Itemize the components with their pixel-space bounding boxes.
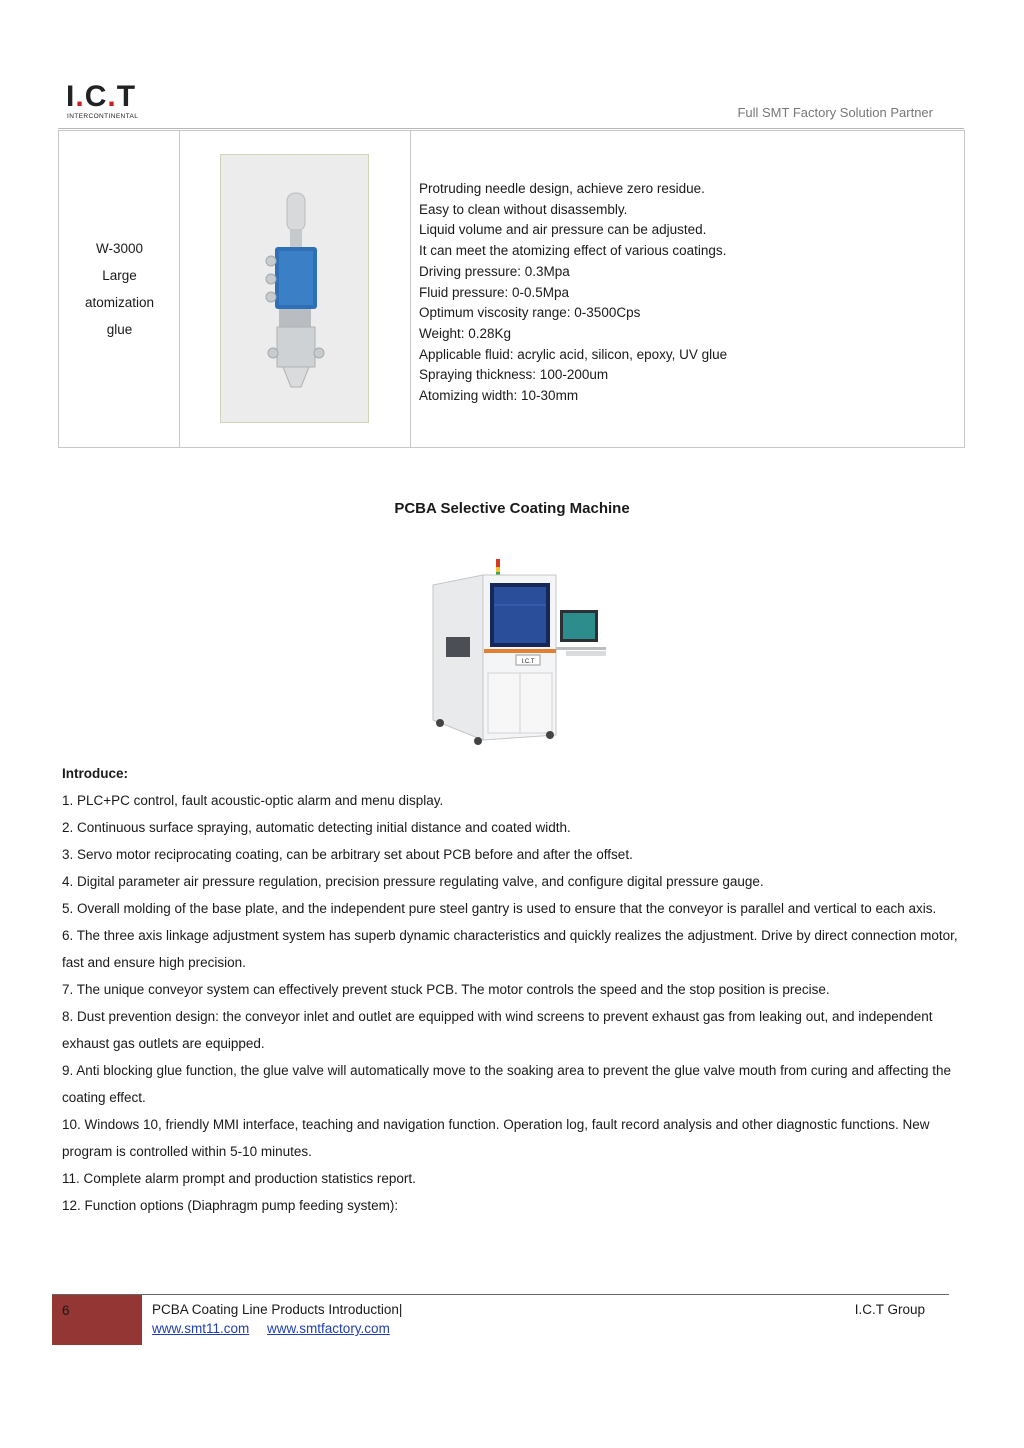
footer-divider <box>52 1294 949 1295</box>
spec-line: Driving pressure: 0.3Mpa <box>419 263 570 279</box>
spec-line: It can meet the atomizing effect of various coatings. <box>419 243 727 259</box>
spec-line: Optimum viscosity range: 0-3500Cps <box>419 305 641 321</box>
spec-line: Fluid pressure: 0-0.5Mpa <box>419 284 570 300</box>
feature-item: 3. Servo motor reciprocating coating, can be arbitrary set about PCB before and after the offset. <box>62 847 633 862</box>
spec-line: Weight: 0.28Kg <box>419 325 512 341</box>
logo-wordmark: I.C.T <box>66 80 137 113</box>
feature-item: 11. Complete alarm prompt and production statistics report. <box>62 1171 416 1186</box>
introduce-section <box>62 760 962 1219</box>
logo-subtitle: INTERCONTINENTAL <box>67 113 139 120</box>
atomization-valve-illustration <box>221 155 368 422</box>
page-number-box <box>52 1295 142 1345</box>
product-description <box>419 179 727 407</box>
model-line: W-3000 <box>95 241 143 256</box>
model-name <box>85 235 154 343</box>
model-line: Large <box>102 268 137 283</box>
introduce-heading: Introduce: <box>62 766 128 781</box>
footer-links <box>152 1321 404 1336</box>
model-cell <box>59 131 180 447</box>
spec-line: Atomizing width: 10-30mm <box>419 388 579 404</box>
feature-item: 10. Windows 10, friendly MMI interface, teaching and navigation function. Operation log, fault record analysis and other diagnostic functions. New program is controlled within 5-10 minutes. <box>62 1117 930 1159</box>
website-link-smtfactory[interactable]: www.smtfactory.com <box>267 1321 390 1336</box>
feature-item: 5. Overall molding of the base plate, and the independent pure steel gantry is used to ensure that the conveyor is parallel and vertical to each axis. <box>62 901 937 916</box>
company-logo <box>66 82 156 124</box>
feature-item: 8. Dust prevention design: the conveyor inlet and outlet are equipped with wind screens to prevent exhaust gas from leaking out, and independent exhaust gas outlets are equipped. <box>62 1009 933 1051</box>
feature-item: 2. Continuous surface spraying, automatic detecting initial distance and coated width. <box>62 820 571 835</box>
table-column-divider <box>410 131 411 447</box>
spec-line: Protruding needle design, achieve zero residue. <box>419 181 705 196</box>
model-line: glue <box>106 322 133 337</box>
page-number: 6 <box>62 1303 70 1318</box>
spec-line: Liquid volume and air pressure can be adjusted. <box>419 222 707 238</box>
header-divider <box>58 128 964 129</box>
section-title: PCBA Selective Coating Machine <box>394 500 630 517</box>
feature-item: 9. Anti blocking glue function, the glue valve will automatically move to the soaking area to prevent the glue valve mouth from curing and affecting the coating effect. <box>62 1063 952 1105</box>
feature-item: 1. PLC+PC control, fault acoustic-optic alarm and menu display. <box>62 793 444 808</box>
spec-line: Applicable fluid: acrylic acid, silicon, epoxy, UV glue <box>419 346 728 362</box>
model-line: atomization <box>84 295 155 310</box>
footer-title: PCBA Coating Line Products Introduction| <box>152 1302 403 1317</box>
machine-badge-text: I.C.T <box>521 659 535 665</box>
feature-item: 7. The unique conveyor system can effectively prevent stuck PCB. The motor controls the speed and the stop position is precise. <box>62 982 830 997</box>
header-tagline: Full SMT Factory Solution Partner <box>737 105 933 120</box>
spec-line: Spraying thickness: 100-200um <box>419 367 609 383</box>
feature-item: 6. The three axis linkage adjustment system has superb dynamic characteristics and quickly realizes the adjustment. Drive by direct connection motor, fast and ensure high precision. <box>62 928 958 970</box>
glue-valve-image <box>220 154 369 423</box>
website-link-smt11[interactable]: www.smt11.com <box>152 1321 250 1336</box>
coating-machine-image <box>428 555 614 755</box>
feature-item: 4. Digital parameter air pressure regulation, precision pressure regulating valve, and configure digital pressure gauge. <box>62 874 764 889</box>
footer-company: I.C.T Group <box>854 1302 925 1317</box>
feature-item: 12. Function options (Diaphragm pump feeding system): <box>62 1198 399 1213</box>
product-spec-table <box>58 130 965 448</box>
spec-line: Easy to clean without disassembly. <box>419 201 628 217</box>
